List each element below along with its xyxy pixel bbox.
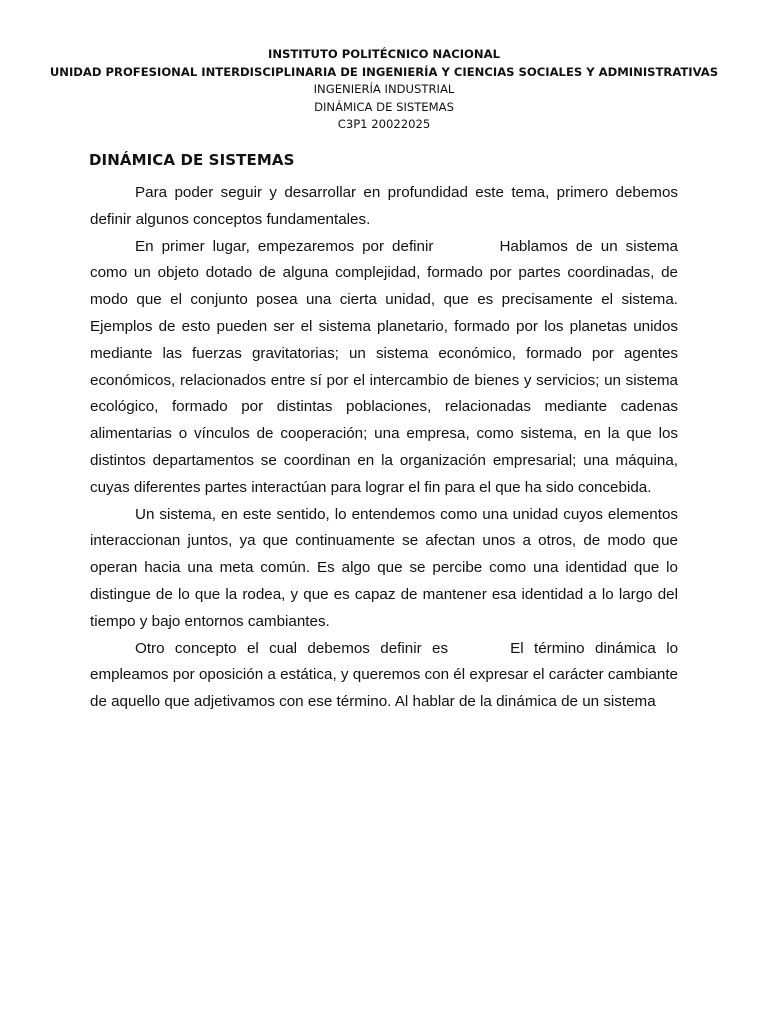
paragraph-1: Para poder seguir y desarrollar en profundidad este tema, primero debemos definir algunos conceptos fundamentales. xyxy=(90,184,678,228)
paragraph-3: Un sistema, en este sentido, lo entendemos como una unidad cuyos elementos interaccionan juntos, ya que continuamente se afectan unos a otros, de modo que operan hacia una meta común. Es algo que se percibe como una identidad que lo distingue de lo que la rodea, y que es capaz de mantener esa identidad a lo largo del tiempo y bajo entornos cambiantes. xyxy=(90,505,678,630)
course-code: C3P1 20022025 xyxy=(337,117,431,131)
course-name: DINÁMICA DE SISTEMAS xyxy=(314,99,454,114)
section-title: DINÁMICA DE SISTEMAS xyxy=(89,151,295,169)
program-name: INGENIERÍA INDUSTRIAL xyxy=(313,82,455,96)
unit-name: UNIDAD PROFESIONAL INTERDISCIPLINARIA DE INGENIERÍA Y CIENCIAS SOCIALES Y ADMINISTRATIVAS xyxy=(49,64,719,79)
paragraph-2 xyxy=(90,234,678,502)
paragraph-4-body: El término dinámica lo empleamos por oposición a estática, y queremos con él expresar el carácter cambiante de aquello que adjetivamos con ese término. Al hablar de la dinámica de un sistema xyxy=(90,639,679,711)
paragraph-2-lead: En primer lugar, empezaremos por definir xyxy=(135,237,434,255)
institution-name: INSTITUTO POLITÉCNICO NACIONAL xyxy=(268,47,500,61)
document-header xyxy=(0,46,768,134)
document-body xyxy=(90,180,678,716)
paragraph-4 xyxy=(90,636,678,716)
paragraph-4-lead: Otro concepto el cual debemos definir es xyxy=(135,639,449,657)
paragraph-2-body: Hablamos de un sistema como un objeto dotado de alguna complejidad, formado por partes coordinadas, de modo que el conjunto posea una cierta unidad, que es precisamente el sistema. Ejemplos de esto pueden ser el sistema planetario, formado por los planetas unidos mediante las fuerzas gravitatorias; un sistema económico, formado por agentes económicos, relacionados entre sí por el intercambio de bienes y servicios; un sistema ecológico, formado por distintas poblaciones, relacionadas mediante cadenas alimentarias o vínculos de cooperación; una empresa, como sistema, en la que los distintos departamentos se coordinan en la organización empresarial; una máquina, cuyas diferentes partes interactúan para lograr el fin para el que ha sido concebida. xyxy=(90,237,678,496)
